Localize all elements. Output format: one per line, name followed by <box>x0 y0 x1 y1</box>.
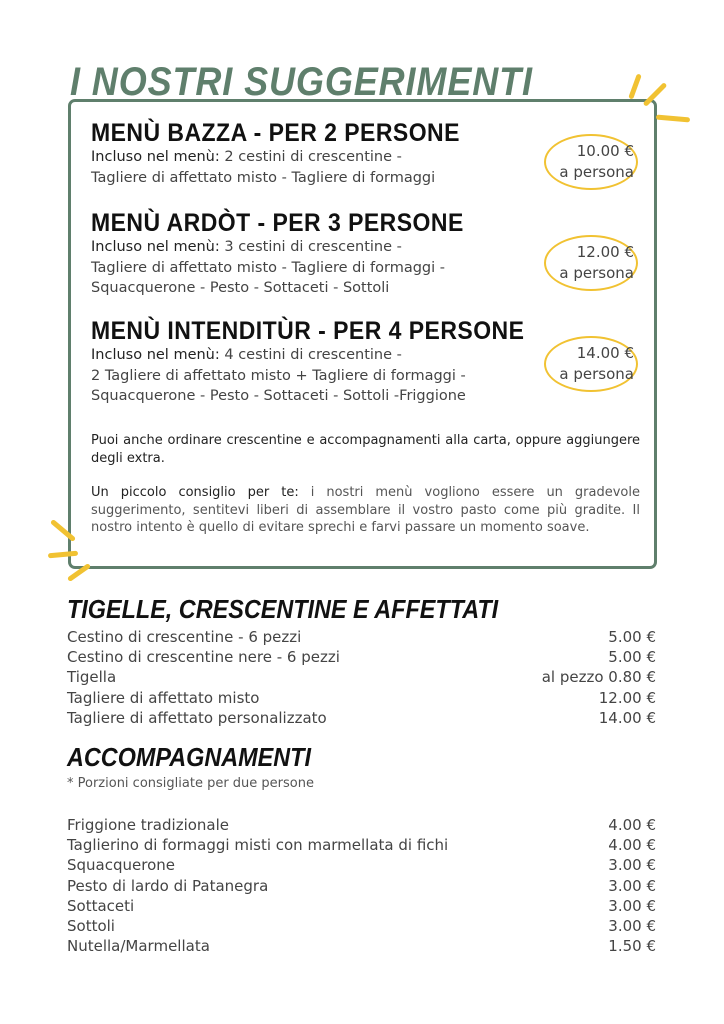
item-price: 3.00 € <box>608 917 656 936</box>
price-badge: 14.00 € a persona <box>544 336 638 392</box>
menu-line: 2 cestini di crescentine - <box>224 149 402 165</box>
price-list-affettati <box>67 627 656 728</box>
item-name: Cestino di crescentine - 6 pezzi <box>67 628 302 646</box>
menu-bazza <box>91 119 561 188</box>
section-heading: ACCOMPAGNAMENTI <box>67 742 311 772</box>
item-name: Squacquerone <box>67 856 175 875</box>
page-title: I NOSTRI SUGGERIMENTI <box>70 60 533 104</box>
list-item <box>67 855 656 875</box>
item-price: 3.00 € <box>608 896 656 915</box>
menu-label: Incluso nel menù: <box>91 149 220 165</box>
price-badge: 10.00 € a persona <box>544 134 638 190</box>
menu-line: Squacquerone - Pesto - Sottaceti - Sottoli <box>91 280 390 296</box>
item-price: 14.00 € <box>598 708 656 727</box>
menu-line: 4 cestini di crescentine - <box>224 347 402 363</box>
item-name: Pesto di lardo di Patanegra <box>67 876 269 895</box>
item-name: Taglierino di formaggi misti con marmellata di fichi <box>67 836 449 855</box>
item-name: Tagliere di affettato misto <box>67 688 260 707</box>
item-price: 4.00 € <box>608 836 656 855</box>
menu-heading: MENÙ ARDÒT - PER 3 PERSONE <box>91 209 464 237</box>
list-item <box>67 667 656 687</box>
decor-spark <box>656 115 690 123</box>
menu-line: Tagliere di affettato misto - Tagliere di formaggi - <box>91 259 445 276</box>
item-price: 4.00 € <box>608 816 656 834</box>
menu-label: Incluso nel menù: <box>91 347 220 363</box>
section-subtitle: * Porzioni consigliate per due persone <box>67 776 314 791</box>
list-item <box>67 627 656 647</box>
item-name: Tigella <box>67 668 117 687</box>
menu-line: 3 cestini di crescentine - <box>224 239 402 255</box>
price-list-accompagnamenti <box>67 815 656 956</box>
list-item <box>67 708 656 728</box>
list-item <box>67 835 656 855</box>
menu-heading: MENÙ BAZZA - PER 2 PERSONE <box>91 119 460 147</box>
item-price: 3.00 € <box>608 856 656 875</box>
list-item <box>67 688 656 708</box>
item-price: 5.00 € <box>608 628 656 646</box>
menu-line: 2 Tagliere di affettato misto + Tagliere di formaggi - <box>91 367 466 384</box>
menu-line: Squacquerone - Pesto - Sottaceti - Sottoli -Friggione <box>91 388 466 404</box>
list-item <box>67 936 656 956</box>
item-price: 1.50 € <box>608 937 656 956</box>
item-name: Tagliere di affettato personalizzato <box>67 708 327 727</box>
item-price: al pezzo 0.80 € <box>541 668 656 687</box>
note-advice: Un piccolo consiglio per te: i nostri menù vogliono essere un gradevole suggerimento, sentitevi liberi di assemblare il vostro pasto come più gradite. Il nostro intento è quello di evitare sprechi e farvi passare un momento soave. <box>91 485 641 535</box>
list-item <box>67 896 656 916</box>
menu-ardot <box>91 209 561 299</box>
item-name: Sottaceti <box>67 896 135 915</box>
menu-heading: MENÙ INTENDITÙR - PER 4 PERSONE <box>91 317 525 345</box>
list-item <box>67 876 656 896</box>
menu-label: Incluso nel menù: <box>91 239 220 255</box>
list-item <box>67 916 656 936</box>
item-name: Friggione tradizionale <box>67 816 230 834</box>
item-name: Nutella/Marmellata <box>67 937 210 956</box>
section-heading: TIGELLE, CRESCENTINE E AFFETTATI <box>67 594 499 624</box>
menu-intenditur <box>91 317 561 407</box>
list-item <box>67 647 656 667</box>
item-name: Sottoli <box>67 917 115 936</box>
price-badge: 12.00 € a persona <box>544 235 638 291</box>
item-price: 5.00 € <box>608 648 656 667</box>
item-name: Cestino di crescentine nere - 6 pezzi <box>67 648 340 667</box>
menu-line: Tagliere di affettato misto - Tagliere di formaggi <box>91 169 436 186</box>
item-price: 3.00 € <box>608 876 656 895</box>
item-price: 12.00 € <box>598 688 656 707</box>
note-order: Puoi anche ordinare crescentine e accompagnamenti alla carta, oppure aggiungere degli extra. <box>91 433 640 466</box>
decor-spark <box>628 73 642 99</box>
list-item <box>67 815 656 835</box>
